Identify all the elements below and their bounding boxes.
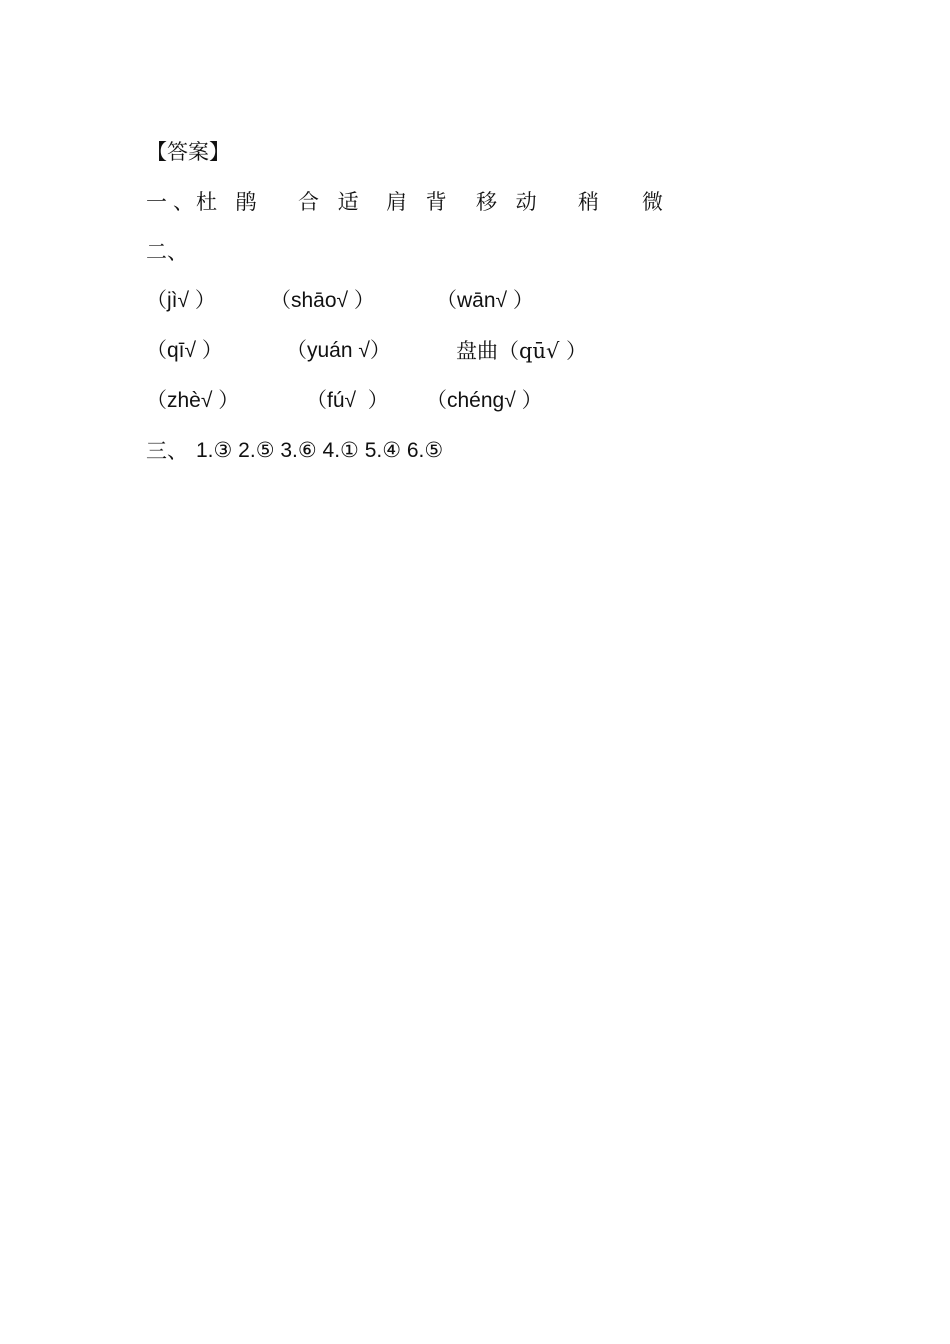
section-three-label: 三、 <box>146 439 188 463</box>
section-one-word: 杜 鹃 <box>196 190 263 214</box>
section-three-answers: 1.③ 2.⑤ 3.⑥ 4.① 5.④ 6.⑤ <box>196 439 444 462</box>
pinyin-answer: （fú√ ） <box>306 389 389 412</box>
pinyin-answer: （zhè√ ） <box>146 389 240 412</box>
section-one-label: 一、 <box>146 190 200 214</box>
section-two-label: 二、 <box>146 240 188 264</box>
pinyin-answer: （chéng√ ） <box>426 389 543 412</box>
pinyin-answer: （qī√ ） <box>146 339 223 362</box>
pinyin-answer: （wān√ ） <box>436 289 534 312</box>
section-one-word: 合 适 <box>298 190 365 214</box>
section-one-word: 微 <box>642 190 669 214</box>
section-one-word: 稍 <box>578 190 605 214</box>
pinyin-answer: （yuán √） <box>286 339 391 362</box>
pinyin-answer: （shāo√ ） <box>270 289 375 312</box>
section-one-word: 肩 背 <box>386 190 453 214</box>
section-one-word: 移 动 <box>476 190 543 214</box>
pinyin-answer: 盘曲（qū√ ） <box>456 339 588 363</box>
answer-heading: 【答案】 <box>146 140 230 164</box>
pinyin-answer: （jì√ ） <box>146 289 216 312</box>
section-three <box>146 436 444 556</box>
